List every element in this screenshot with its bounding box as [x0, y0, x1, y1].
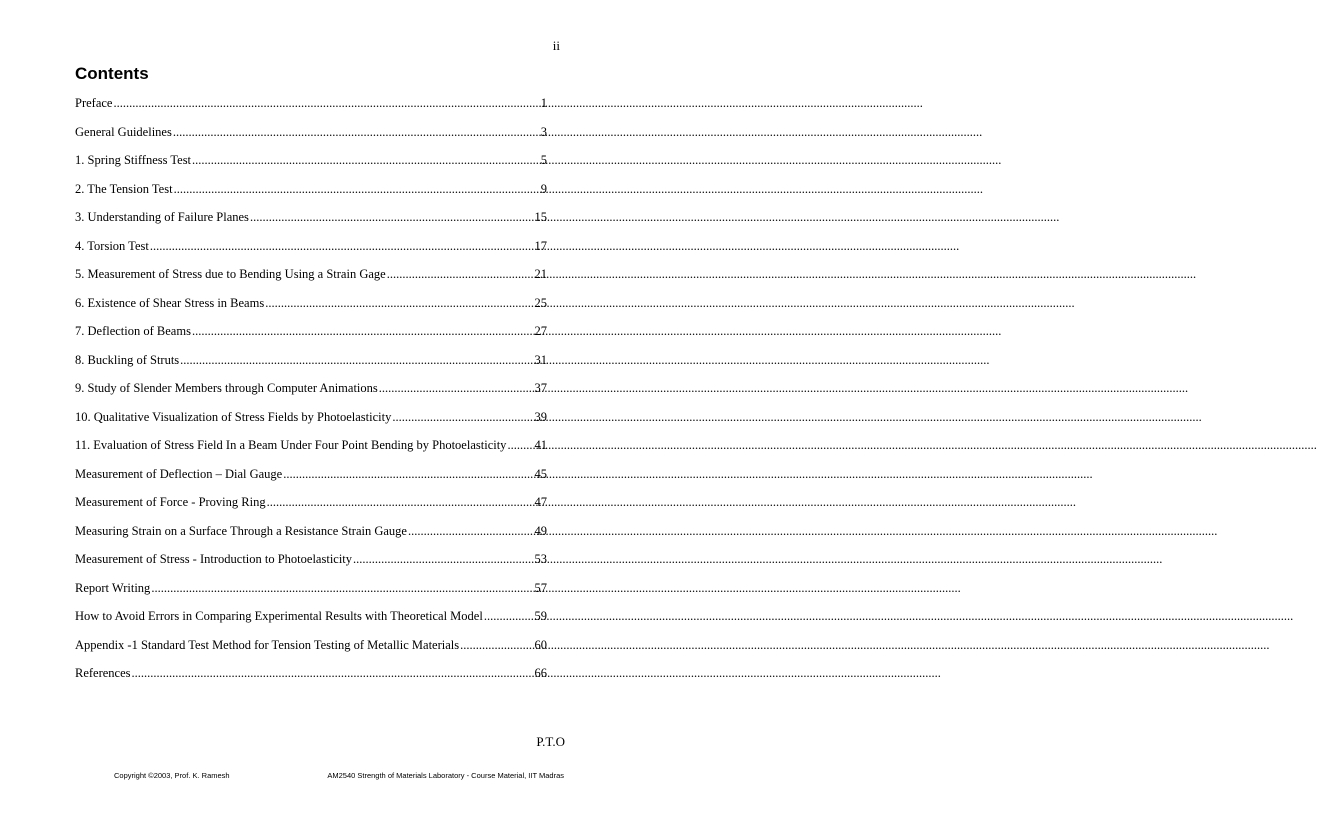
toc-entry-shear-stress-beams[interactable] — [75, 296, 547, 325]
toc-entry-page: 25 — [534, 295, 547, 310]
toc-leader-dots — [180, 353, 533, 368]
toc-entry-title: References — [75, 666, 131, 680]
toc-entry-title: 6. Existence of Shear Stress in Beams — [75, 295, 265, 310]
toc-entry-title: Measurement of Stress - Introduction to Photoelasticity — [75, 552, 353, 566]
toc-entry-page: 47 — [534, 495, 547, 509]
page-footer — [114, 771, 564, 780]
toc-leader-dots — [265, 296, 533, 311]
toc-entry-page: 49 — [534, 523, 547, 538]
toc-entry-title: 3. Understanding of Failure Planes — [75, 210, 249, 224]
toc-entry-avoid-errors[interactable] — [75, 609, 547, 638]
toc-leader-dots — [392, 410, 533, 425]
toc-entry-stress-bending-strain-gage[interactable] — [75, 267, 547, 296]
toc-entry-page: 17 — [534, 238, 547, 253]
toc-entry-title: Appendix -1 Standard Test Method for Tension Testing of Metallic Materials — [75, 637, 460, 652]
toc-entry-intro-photoelasticity[interactable] — [75, 552, 547, 581]
toc-leader-dots — [379, 381, 534, 396]
toc-leader-dots — [150, 239, 534, 254]
toc-entry-page: 45 — [534, 466, 547, 481]
toc-entry-four-point-bending[interactable] — [75, 438, 547, 467]
pto-label: P.T.O — [536, 734, 565, 749]
contents-heading: Contents — [75, 64, 149, 83]
toc-entry-resistance-strain-gauge[interactable] — [75, 524, 547, 553]
toc-leader-dots — [507, 438, 533, 453]
toc-entry-title: Measurement of Deflection – Dial Gauge — [75, 466, 283, 481]
toc-entry-buckling-struts[interactable] — [75, 353, 547, 382]
toc-entry-page: 60 — [534, 637, 547, 652]
toc-entry-report-writing[interactable] — [75, 581, 547, 610]
toc-leader-dots — [174, 182, 540, 197]
toc-entry-photoelasticity-qualitative[interactable] — [75, 410, 547, 439]
toc-entry-title: 5. Measurement of Stress due to Bending Using a Strain Gage — [75, 267, 386, 281]
toc-entry-page: 1 — [540, 96, 547, 110]
toc-entry-page: 15 — [534, 210, 547, 224]
toc-leader-dots — [113, 96, 539, 111]
toc-leader-dots — [460, 638, 533, 653]
toc-leader-dots — [283, 467, 533, 482]
toc-entry-title: 10. Qualitative Visualization of Stress Fields by Photoelasticity — [75, 409, 392, 424]
toc-entry-page: 57 — [534, 580, 547, 595]
toc-entry-title: 1. Spring Stiffness Test — [75, 153, 192, 167]
toc-leader-dots — [408, 524, 534, 539]
toc-leader-dots — [250, 210, 534, 225]
toc-leader-dots — [484, 609, 534, 624]
toc-entry-tension-test[interactable] — [75, 182, 547, 211]
toc-entry-page: 41 — [534, 438, 547, 452]
toc-entry-failure-planes[interactable] — [75, 210, 547, 239]
toc-entry-page: 53 — [534, 552, 547, 566]
toc-entry-general-guidelines[interactable] — [75, 125, 547, 154]
footer-copyright: Copyright ©2003, Prof. K. Ramesh — [114, 771, 230, 780]
toc-leader-dots — [151, 581, 533, 596]
toc-leader-dots — [132, 666, 534, 681]
toc-entry-deflection-beams[interactable] — [75, 324, 547, 353]
toc-entry-title: Report Writing — [75, 580, 151, 595]
toc-entry-proving-ring[interactable] — [75, 495, 547, 524]
toc-entry-page: 39 — [534, 409, 547, 424]
toc-entry-page: 27 — [534, 324, 547, 338]
toc-entry-appendix-1[interactable] — [75, 638, 547, 667]
toc-leader-dots — [192, 324, 534, 339]
toc-entry-page: 9 — [540, 181, 547, 196]
toc-entry-title: How to Avoid Errors in Comparing Experimental Results with Theoretical Model — [75, 609, 483, 623]
toc-entry-title: General Guidelines — [75, 124, 172, 139]
toc-entry-page: 5 — [540, 153, 547, 167]
toc-entry-title: 8. Buckling of Struts — [75, 352, 180, 367]
toc-entry-page: 59 — [534, 609, 547, 623]
toc-entry-page: 31 — [534, 352, 547, 367]
table-of-contents — [75, 96, 547, 695]
toc-entry-dial-gauge[interactable] — [75, 467, 547, 496]
toc-entry-title: Measuring Strain on a Surface Through a Resistance Strain Gauge — [75, 523, 407, 538]
toc-entry-title: Measurement of Force - Proving Ring — [75, 495, 266, 509]
toc-entry-page: 37 — [534, 381, 547, 395]
toc-entry-title: 4. Torsion Test — [75, 238, 149, 253]
toc-leader-dots — [387, 267, 534, 282]
toc-entry-spring-stiffness-test[interactable] — [75, 153, 547, 182]
footer-course-title: AM2540 Strength of Materials Laboratory - Course Material, IIT Madras — [327, 771, 564, 780]
toc-entry-title: 2. The Tension Test — [75, 181, 173, 196]
toc-leader-dots — [353, 552, 533, 567]
toc-entry-title: 7. Deflection of Beams — [75, 324, 191, 338]
toc-entry-page: 21 — [534, 267, 547, 281]
toc-leader-dots — [267, 495, 534, 510]
toc-entry-slender-members[interactable] — [75, 381, 547, 410]
toc-entry-title: Preface — [75, 96, 113, 110]
toc-entry-title: 9. Study of Slender Members through Computer Animations — [75, 381, 378, 395]
toc-entry-references[interactable] — [75, 666, 547, 695]
toc-entry-torsion-test[interactable] — [75, 239, 547, 268]
toc-entry-page: 3 — [540, 124, 547, 139]
toc-entry-page: 66 — [534, 666, 547, 680]
toc-leader-dots — [173, 125, 540, 140]
page-number: ii — [552, 38, 560, 53]
toc-entry-preface[interactable] — [75, 96, 547, 125]
toc-leader-dots — [192, 153, 540, 168]
toc-entry-title: 11. Evaluation of Stress Field In a Beam Under Four Point Bending by Photoelasticity — [75, 438, 507, 452]
